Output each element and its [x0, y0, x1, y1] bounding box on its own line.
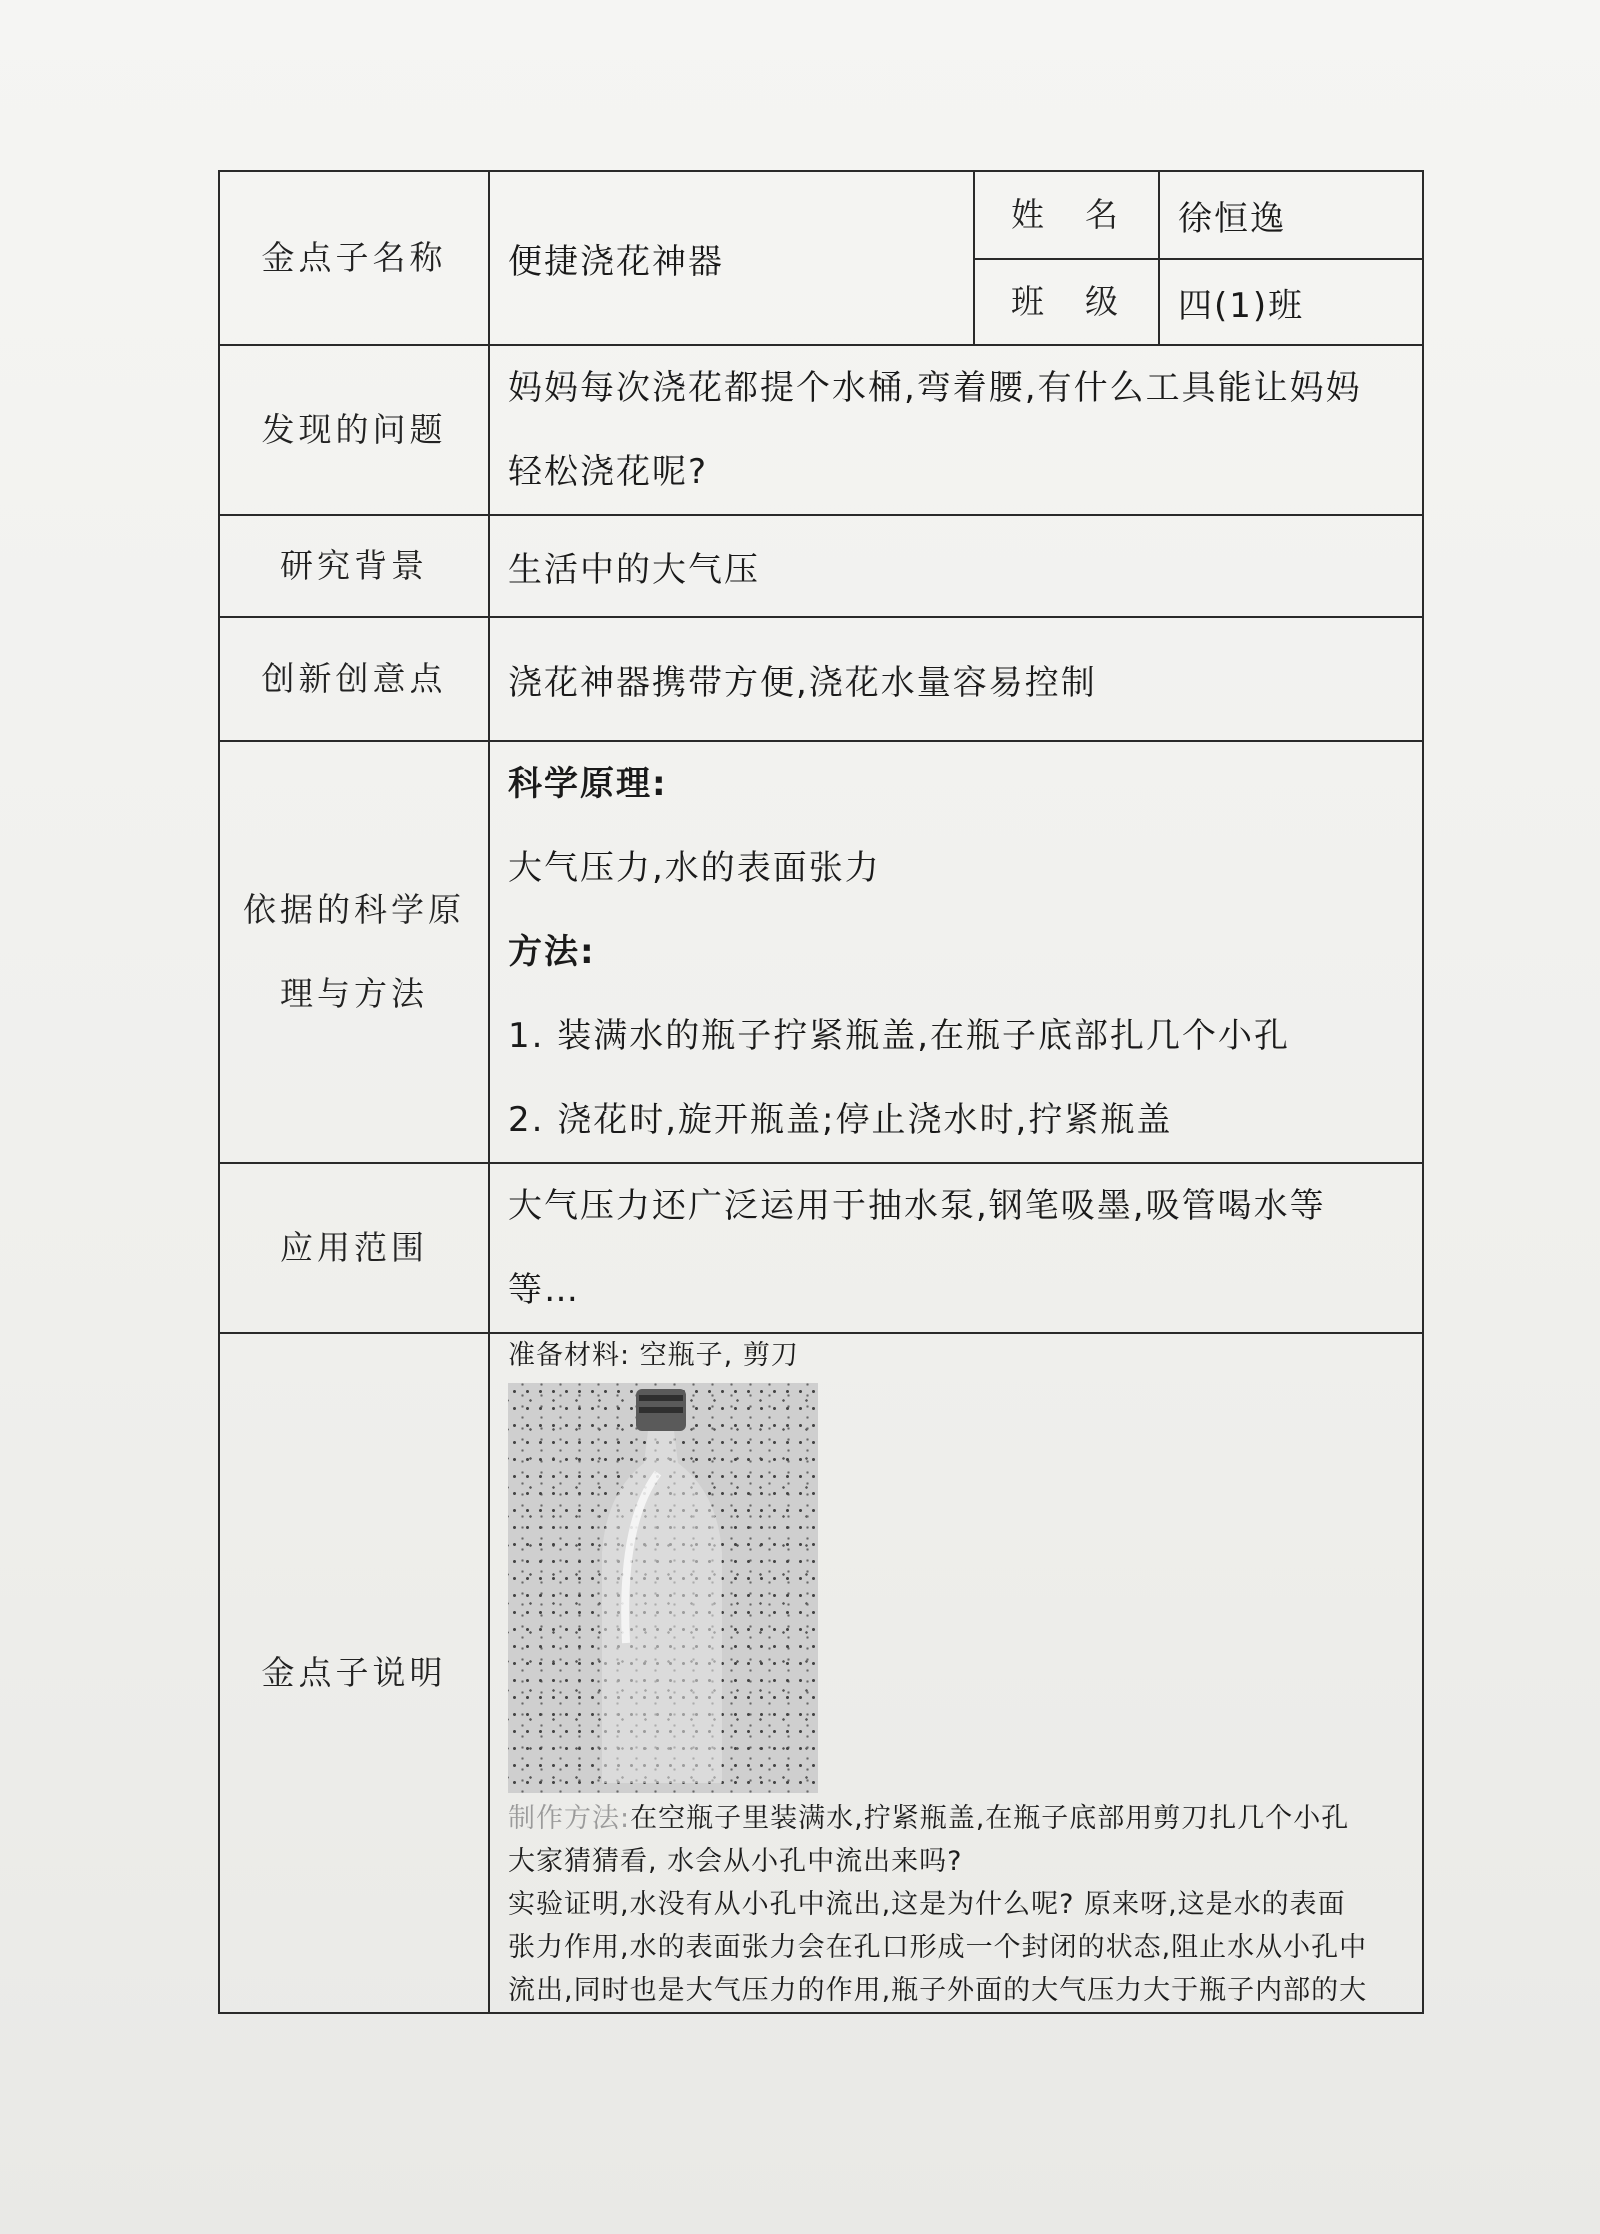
- method-step-2: 2. 浇花时,旋开瓶盖;停止浇水时,拧紧瓶盖: [508, 1100, 1173, 1140]
- idea-name-value: 便捷浇花神器: [489, 171, 974, 345]
- proof-line-1: 实验证明,水没有从小孔中流出,这是为什么呢? 原来呀,这是水的表面: [508, 1889, 1346, 1920]
- explain-label: 金点子说明: [219, 1333, 489, 2013]
- problem-line-2: 轻松浇花呢?: [508, 452, 709, 492]
- guess-text: 大家猜猜看, 水会从小孔中流出来吗?: [508, 1846, 963, 1877]
- materials-text: 准备材料: 空瓶子, 剪刀: [508, 1340, 799, 1371]
- making-method: [508, 1797, 1410, 1840]
- problem-line-1: 妈妈每次浇花都提个水桶,弯着腰,有什么工具能让妈妈: [508, 368, 1362, 408]
- idea-name-label: 金点子名称: [219, 171, 489, 345]
- making-text: 在空瓶子里装满水,拧紧瓶盖,在瓶子底部用剪刀扎几个小孔: [630, 1803, 1350, 1834]
- background-label: 研究背景: [219, 515, 489, 617]
- background-value: 生活中的大气压: [489, 515, 1423, 617]
- principle-label-line-2: 理与方法: [280, 974, 428, 1013]
- class-label: 班 级: [974, 259, 1159, 345]
- problem-value: [489, 345, 1423, 515]
- principle-label: [219, 741, 489, 1163]
- proof-line-2: 张力作用,水的表面张力会在孔口形成一个封闭的状态,阻止水从小孔中: [508, 1932, 1368, 1963]
- bottle-illustration: [508, 1383, 818, 1793]
- principle-label-line-1: 依据的科学原: [243, 890, 465, 929]
- innovation-label: 创新创意点: [219, 617, 489, 741]
- application-line-1: 大气压力还广泛运用于抽水泵,钢笔吸墨,吸管喝水等: [508, 1186, 1326, 1226]
- application-value: [489, 1163, 1423, 1333]
- cap-ridge-1: [639, 1395, 683, 1401]
- cap-ridge-2: [639, 1407, 683, 1413]
- problem-label: 发现的问题: [219, 345, 489, 515]
- application-label: 应用范围: [219, 1163, 489, 1333]
- class-value: 四(1)班: [1159, 259, 1423, 345]
- student-name-value: 徐恒逸: [1159, 171, 1423, 259]
- idea-form-table: [218, 170, 1424, 2014]
- innovation-value: 浇花神器携带方便,浇花水量容易控制: [489, 617, 1423, 741]
- method-heading: 方法:: [508, 932, 596, 972]
- bottle-photo: [508, 1383, 818, 1793]
- proof-line-3: 流出,同时也是大气压力的作用,瓶子外面的大气压力大于瓶子内部的大: [508, 1975, 1368, 2006]
- student-name-label: 姓 名: [974, 171, 1159, 259]
- principle-heading: 科学原理:: [508, 764, 668, 804]
- bottle-body: [602, 1431, 722, 1783]
- method-step-1: 1. 装满水的瓶子拧紧瓶盖,在瓶子底部扎几个小孔: [508, 1016, 1291, 1056]
- application-line-2: 等…: [508, 1270, 580, 1310]
- principle-text: 大气压力,水的表面张力: [508, 848, 881, 888]
- principle-value: [489, 741, 1423, 1163]
- making-prefix: 制作方法:: [508, 1803, 631, 1834]
- explain-value: [489, 1333, 1423, 2013]
